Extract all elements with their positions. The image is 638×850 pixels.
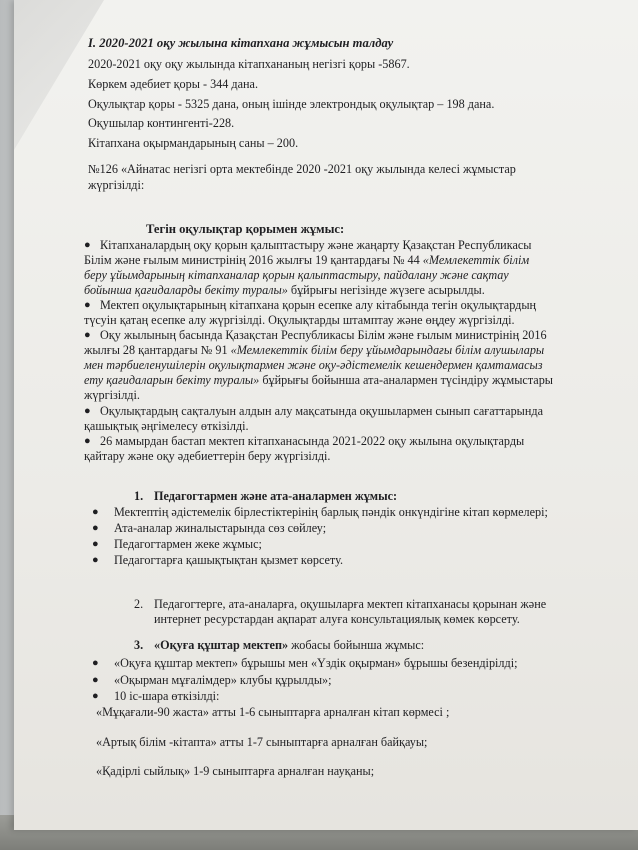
s1-item3-line3: мен тәрбиеленушілерін оқулықтармен және оқу-әдістемелік кешендермен қамтамасыз (84, 358, 543, 372)
s1-item4-line2: қашықтық әңгімелесу өткізілді. (84, 419, 249, 433)
bullet-icon: ● (84, 329, 91, 341)
s2-item3: Педагогтармен жеке жұмыс; (114, 537, 262, 551)
event-line-2: «Артық білім -кітапта» атты 1-7 сыныптарға арналған байқауы; (96, 735, 428, 749)
bullet-icon: ● (92, 538, 99, 550)
s2-item2: Ата-аналар жиналыстарында сөз сөйлеу; (114, 521, 327, 535)
s1-item5-line2: қайтару және оқу әдебиеттерін беру жүргізілді. (84, 449, 331, 463)
s1-item3-line2: жылғы 28 қантардағы № 91 «Мемлекеттік білім беру ұйымдарындағы білім алушылары (84, 343, 545, 357)
stat-line-5: Кітапхана оқырмандарының саны – 200. (88, 136, 299, 150)
s2-item4: Педагогтарға қашықтықтан қызмет көрсету. (114, 553, 344, 567)
section4-number: 3. (134, 638, 144, 652)
bullet-icon: ● (84, 299, 91, 311)
section3-number: 2. (134, 597, 144, 611)
section1-heading: Тегін оқулықтар қорымен жұмыс: (146, 222, 345, 236)
bullet-icon: ● (92, 690, 99, 702)
document-page (14, 0, 638, 830)
bullet-icon: ● (92, 554, 99, 566)
stat-line-3: Оқулықтар қоры - 5325 дана, оның ішінде электрондық оқулықтар – 198 дана. (88, 97, 495, 111)
bullet-icon: ● (92, 522, 99, 534)
s1-item1-line2: Білім және ғылым министрінің 2016 жылғы 19 қантардағы № 44 «Мемлекеттік білім (84, 253, 530, 267)
stat-line-4: Оқушылар контингенті-228. (88, 116, 235, 130)
section2-number: 1. (134, 489, 144, 503)
intro-line-1: №126 «Айнатас негізгі орта мектебінде 2020 -2021 оқу жылында келесі жұмыстар (88, 162, 516, 176)
intro-line-2: жүргізілді: (88, 178, 145, 192)
s1-item3-line1: Оқу жылының басында Қазақстан Республикасы Білім және ғылым министрінің 2016 (100, 328, 547, 342)
event-line-1: «Мұқағали-90 жаста» атты 1-6 сыныптарға арналған кітап көрмесі ; (96, 705, 450, 719)
s1-item4-line1: Оқулықтардың сақталуын алдын алу мақсатында оқушылармен сынып сағаттарында (100, 404, 543, 418)
s2-item1: Мектептің әдістемелік бірлестіктерінің барлық пәндік онкүндігіне кітап көрмелері; (114, 505, 548, 519)
section3-line2: интернет ресурстардан ақпарат алуға консультациялық көмек көрсету. (154, 612, 520, 626)
stat-line-1: 2020-2021 оқу оқу жылында кітапхананың негізгі қоры -5867. (88, 57, 410, 71)
section4-heading: «Оқуға құштар мектеп» жобасы бойынша жұмыс: (154, 638, 425, 652)
section3-line1: Педагогтерге, ата-аналарға, оқушыларға мектеп кітапханасы қорынан және (154, 597, 547, 611)
s1-item2-line2: түсуін қатаң есепке алу жүргізілді. Оқулықтарды штамптау және өңдеу жүргізілді. (84, 313, 515, 327)
stat-line-2: Көркем әдебиет қоры - 344 дана. (88, 77, 258, 91)
bullet-icon: ● (92, 674, 99, 686)
s1-item1-line1: Кітапханалардың оқу қорын қалыптастыру және жаңарту Қазақстан Республикасы (100, 238, 532, 252)
s1-item5-line1: 26 мамырдан бастап мектеп кітапханасында 2021-2022 оқу жылына оқулықтарды (100, 434, 525, 448)
s1-item1-line3: беру ұйымдарының кітапханалар қорын қалыптастыру, пайдалану және сақтау (84, 268, 509, 282)
bullet-icon: ● (92, 506, 99, 518)
s4-item2: «Оқырман мұғалімдер» клубы құрылды»; (114, 673, 332, 687)
bullet-icon: ● (84, 405, 91, 417)
bullet-icon: ● (92, 657, 99, 669)
s4-item3: 10 іс-шара өткізілді: (114, 689, 220, 703)
event-line-3: «Қадірлі сыйлық» 1-9 сыныптарға арналған науқаны; (96, 764, 375, 778)
s4-item1: «Оқуға құштар мектеп» бұрышы мен «Үздік оқырман» бұрышы безендірілді; (114, 656, 518, 670)
s1-item2-line1: Мектеп оқулықтарының кітапхана қорын есепке алу кітабында тегін оқулықтардың (100, 298, 537, 312)
doc-title: І. 2020-2021 оқу жылына кітапхана жұмысын талдау (88, 36, 394, 50)
section2-heading: Педагогтармен және ата-аналармен жұмыс: (154, 489, 398, 503)
s1-item3-line4: ету қағидаларын бекіту туралы» бұйрығы бойынша ата-аналармен түсіндіру жұмыстары (84, 373, 553, 387)
s1-item3-line5: жүргізілді. (84, 388, 140, 402)
s1-item1-line4: бойынша қағидаларды бекіту туралы» бұйрығы негізінде жүзеге асырылды. (84, 283, 485, 297)
bullet-icon: ● (84, 435, 91, 447)
bullet-icon: ● (84, 239, 91, 251)
